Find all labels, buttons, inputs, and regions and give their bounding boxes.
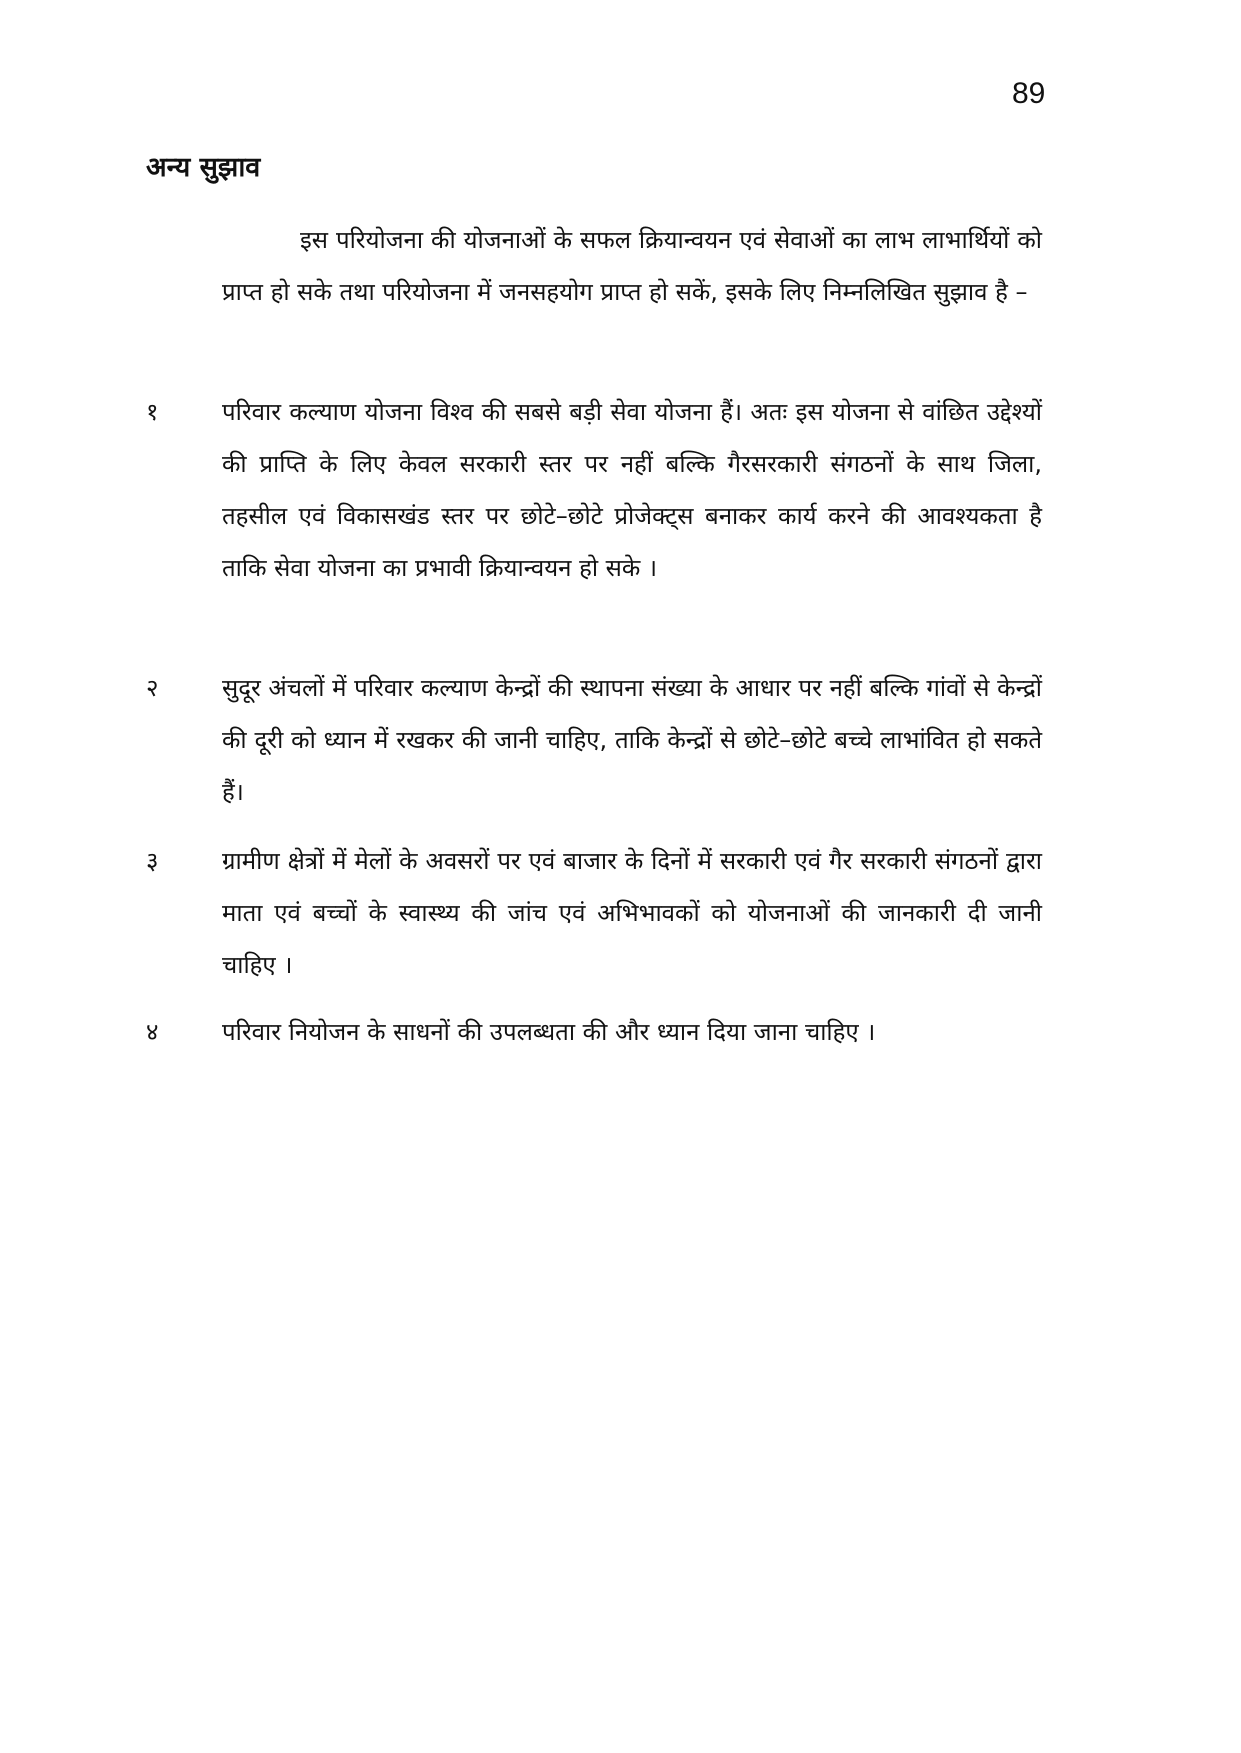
suggestion-number: २: [146, 674, 159, 702]
suggestion-text: सुदूर अंचलों में परिवार कल्याण केन्द्रों की स्थापना संख्या के आधार पर नहीं बल्कि गांवों से केन्द्रों की दूरी को ध्यान में रखकर की जानी चाहिए, ताकि केन्द्रों से छोटे–छोटे बच्चे लाभांवित हो सकते हैं।: [222, 674, 1042, 806]
suggestion-number: ४: [146, 1018, 159, 1046]
suggestion-number: १: [146, 398, 159, 426]
suggestion-text: परिवार कल्याण योजना विश्व की सबसे बड़ी सेवा योजना हैं। अतः इस योजना से वांछित उद्देश्यों की प्राप्ति के लिए केवल सरकारी स्तर पर नहीं बल्कि गैरसरकारी संगठनों के साथ जिला, तहसील एवं विकासखंड स्तर पर छोटे–छोटे प्रोजेक्ट्स बनाकर कार्य करने की आवश्यकता है ताकि सेवा योजना का प्रभावी क्रियान्वयन हो सके ।: [222, 398, 1042, 582]
suggestion-number: ३: [146, 847, 159, 875]
intro-paragraph: इस परियोजना की योजनाओं के सफल क्रियान्वयन एवं सेवाओं का लाभ लाभार्थियों को प्राप्त हो सके तथा परियोजना में जनसहयोग प्राप्त हो सकें, इसके लिए निम्नलिखित सुझाव है –: [222, 226, 1042, 306]
page-number: 89: [1012, 77, 1046, 110]
page-heading: अन्य सुझाव: [146, 152, 261, 183]
suggestion-text: ग्रामीण क्षेत्रों में मेलों के अवसरों पर एवं बाजार के दिनों में सरकारी एवं गैर सरकारी संगठनों द्वारा माता एवं बच्चों के स्वास्थ्य की जांच एवं अभिभावकों को योजनाओं की जानकारी दी जानी चाहिए ।: [222, 847, 1042, 979]
suggestion-text: परिवार नियोजन के साधनों की उपलब्धता की और ध्यान दिया जाना चाहिए ।: [222, 1018, 876, 1046]
